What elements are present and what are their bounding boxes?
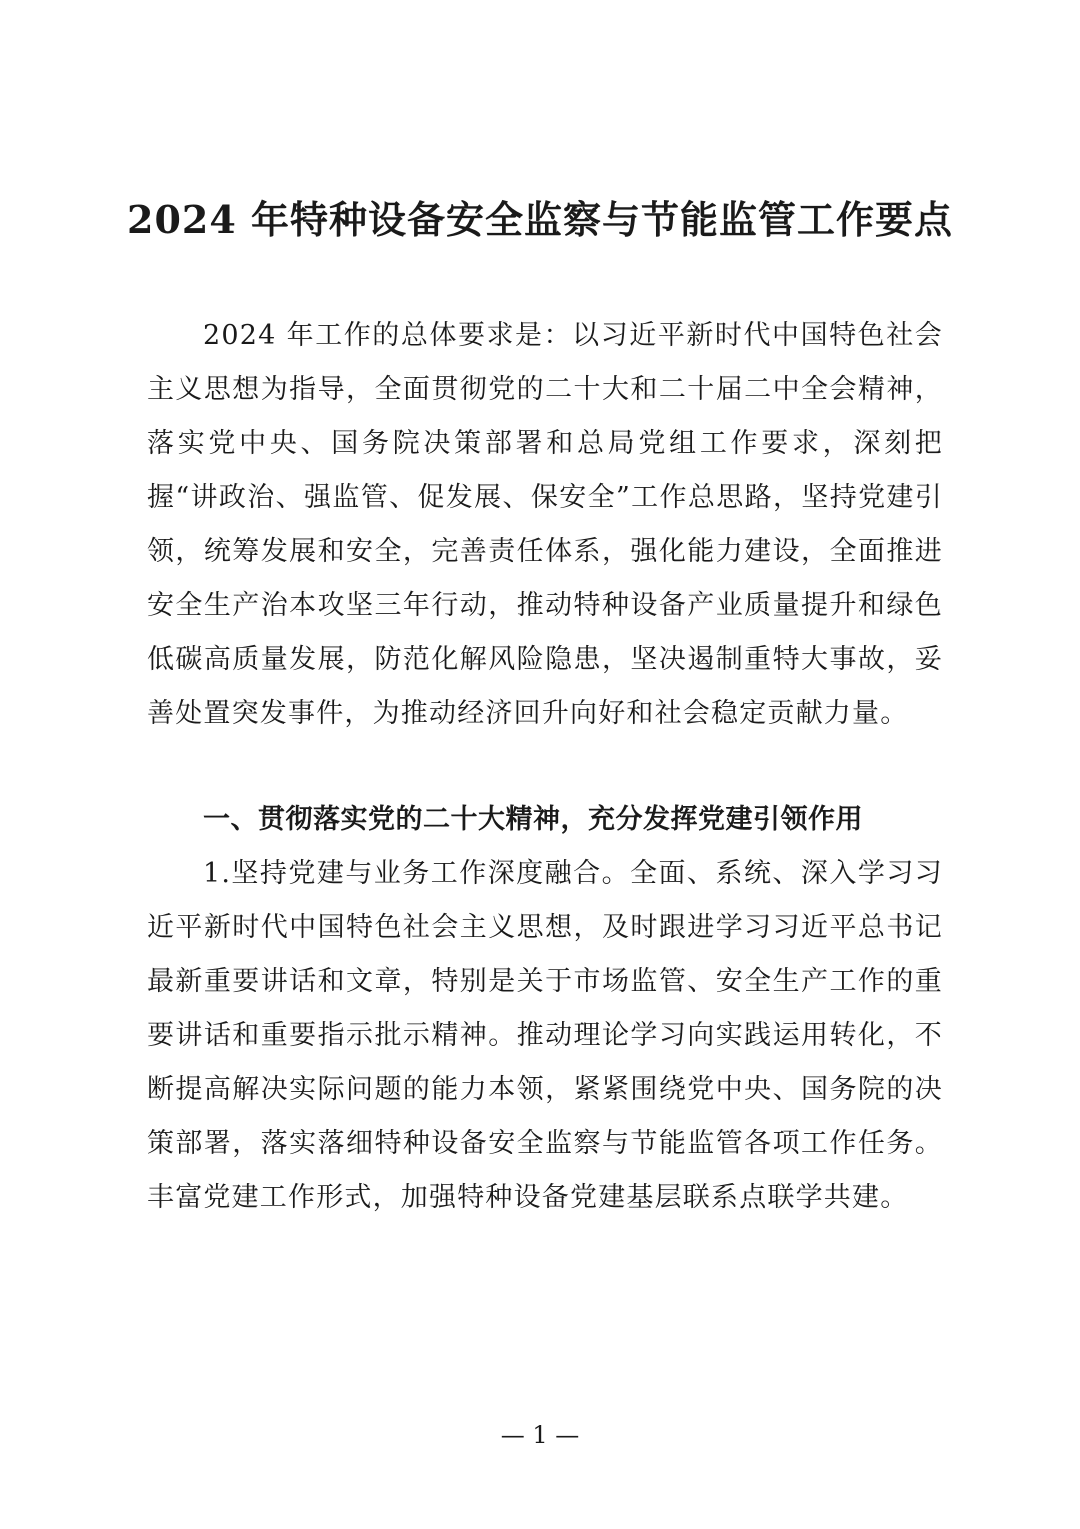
- item-paragraph: 1.坚持党建与业务工作深度融合。全面、系统、深入学习习近平新时代中国特色社会主义思想，及时跟进学习习近平总书记最新重要讲话和文章，特别是关于市场监管、安全生产工作的重要讲话和重要指示批示精神。推动理论学习向实践运用转化，不断提高解决实际问题的能力本领，紧紧围绕党中央、国务院的决策部署，落实落细特种设备安全监察与节能监管各项工作任务。丰富党建工作形式，加强特种设备党建基层联系点联学共建。: [147, 858, 943, 1213]
- section-heading: 一、贯彻落实党的二十大精神，充分发挥党建引领作用: [203, 804, 863, 835]
- intro-paragraph: 2024 年工作的总体要求是：以习近平新时代中国特色社会主义思想为指导，全面贯彻党的二十大和二十届二中全会精神，落实党中央、国务院决策部署和总局党组工作要求，深刻把握“讲政治、强监管、促发展、保安全”工作总思路，坚持党建引领，统筹发展和安全，完善责任体系，强化能力建设，全面推进安全生产治本攻坚三年行动，推动特种设备产业质量提升和绿色低碳高质量发展，防范化解风险隐患，坚决遏制重特大事故，妥善处置突发事件，为推动经济回升向好和社会稳定贡献力量。: [147, 320, 943, 729]
- document-title: 2024 年特种设备安全监察与节能监管工作要点: [127, 197, 953, 242]
- page-number: — 1 —: [500, 1421, 580, 1449]
